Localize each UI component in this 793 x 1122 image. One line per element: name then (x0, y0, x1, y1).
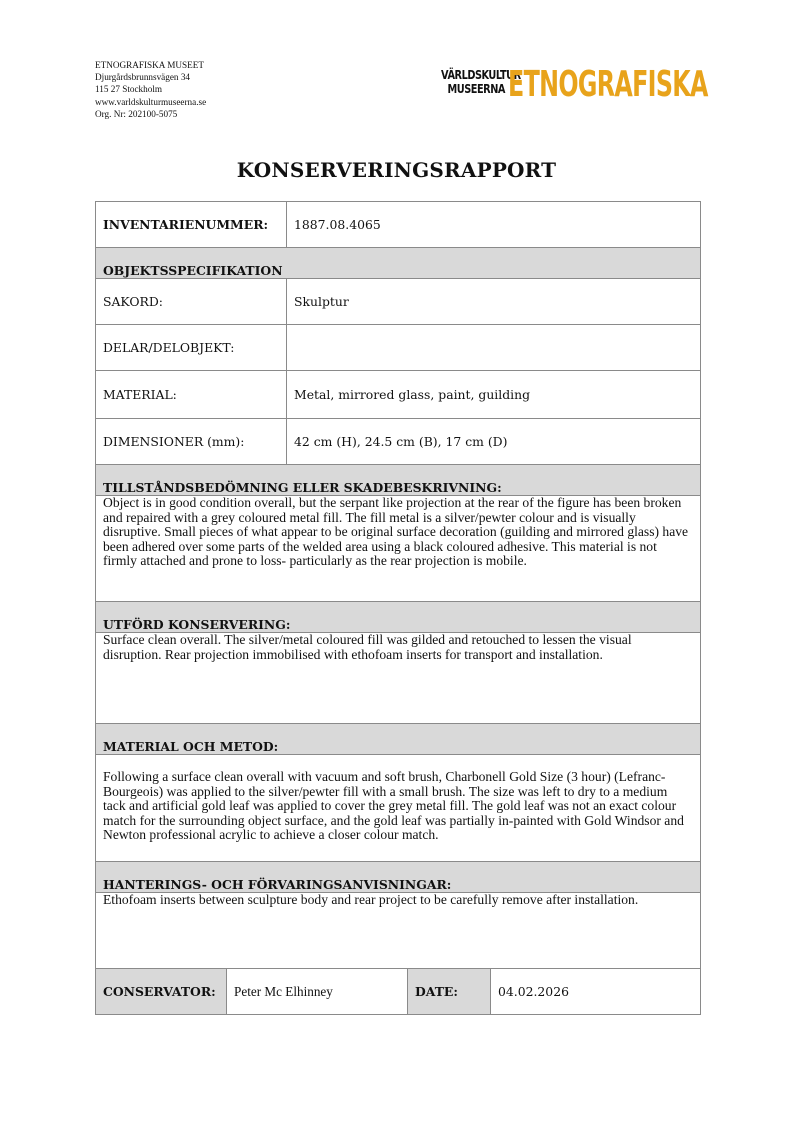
condition-body-row (96, 496, 701, 602)
spec-value-delar (287, 325, 701, 371)
spec-row (96, 371, 701, 419)
treatment-heading: UTFÖRD KONSERVERING: (96, 602, 701, 633)
handling-heading-row (96, 862, 701, 893)
handling-heading: HANTERINGS- OCH FÖRVARINGSANVISNINGAR: (96, 862, 701, 893)
postal-city: 115 27 Stockholm (95, 84, 163, 95)
condition-heading: TILLSTÅNDSBEDÖMNING ELLER SKADEBESKRIVNING: (96, 465, 701, 496)
logo-wordmark: ETNOGRAFISKA (508, 64, 708, 105)
method-body-row (96, 755, 701, 862)
spec-heading: OBJEKTSSPECIFIKATION (96, 248, 701, 279)
conservator-label: CONSERVATOR: (96, 969, 227, 1015)
museum-name: ETNOGRAFISKA MUSEET (95, 60, 204, 70)
condition-text: Object is in good condition overall, but the serpant like projection at the rear of the figure has been broken and repaired with a grey coloured metal fill. The fill metal is a silver/pewter colour and is visually disruptive. Small pieces of what appear to be original surface decoration (guilding and mirrored glass) have been adhered over some parts of the welded area using a black coloured adhesive. This material is not firmly attached and prone to loss- particularly as the rear projection is mobile. (96, 496, 701, 602)
conservator-value: Peter Mc Elhinney (227, 969, 408, 1015)
spec-value-dimensions: 42 cm (H), 24.5 cm (B), 17 cm (D) (287, 419, 701, 465)
treatment-heading-row (96, 602, 701, 633)
org-number: Org. Nr: 202100-5075 (95, 108, 178, 119)
spec-value-sakord: Skulptur (287, 279, 701, 325)
spec-label-delar: DELAR/DELOBJEKT: (96, 325, 287, 371)
page-title: KONSERVERINGSRAPPORT (236, 158, 557, 182)
spec-row (96, 419, 701, 465)
street-address: Djurgårdsbrunnsvägen 34 (95, 72, 191, 83)
condition-heading-row (96, 465, 701, 496)
logo-small-text (441, 67, 521, 96)
method-text: Following a surface clean overall with vacuum and soft brush, Charbonell Gold Size (3 hour) (Lefranc-Bourgeois) was applied to the silver/pewter fill with a small brush. The size was left to dry to a medium tack and artificial gold leaf was applied to cover the grey metal fill. The gold leaf was not an exact colour match for the surrounding object surface, and the gold leaf was partially in-painted with Gold Windsor and Newton professional acrylic to achieve a closer colour match. (96, 755, 701, 862)
treatment-text: Surface clean overall. The silver/metal coloured fill was gilded and retouched to lessen the visual disruption. Rear projection immobilised with ethofoam inserts for transport and installation. (96, 633, 701, 724)
museum-logo (423, 64, 708, 107)
spec-label-dimensions: DIMENSIONER (mm): (96, 419, 287, 465)
signature-row (96, 969, 701, 1015)
logo-line-1: VÄRLDSKULTUR (441, 67, 521, 82)
spec-row (96, 279, 701, 325)
logo-line-2: MUSEERNA (447, 81, 505, 96)
website: www.varldskulturmuseerna.se (95, 96, 207, 107)
conservation-report-form (95, 201, 701, 1015)
date-label: DATE: (408, 969, 491, 1015)
inventory-value: 1887.08.4065 (287, 202, 701, 248)
handling-body-row (96, 893, 701, 969)
treatment-body-row (96, 633, 701, 724)
museum-address-block (95, 59, 206, 120)
spec-heading-row (96, 248, 701, 279)
spec-label-sakord: SAKORD: (96, 279, 287, 325)
spec-label-material: MATERIAL: (96, 371, 287, 419)
inventory-label: INVENTARIENUMMER: (96, 202, 287, 248)
spec-value-material: Metal, mirrored glass, paint, guilding (287, 371, 701, 419)
method-heading-row (96, 724, 701, 755)
method-heading: MATERIAL OCH METOD: (96, 724, 701, 755)
inventory-row (96, 202, 701, 248)
spec-row (96, 325, 701, 371)
date-value: 04.02.2026 (491, 969, 701, 1015)
handling-text: Ethofoam inserts between sculpture body and rear project to be carefully remove after installation. (96, 893, 701, 969)
